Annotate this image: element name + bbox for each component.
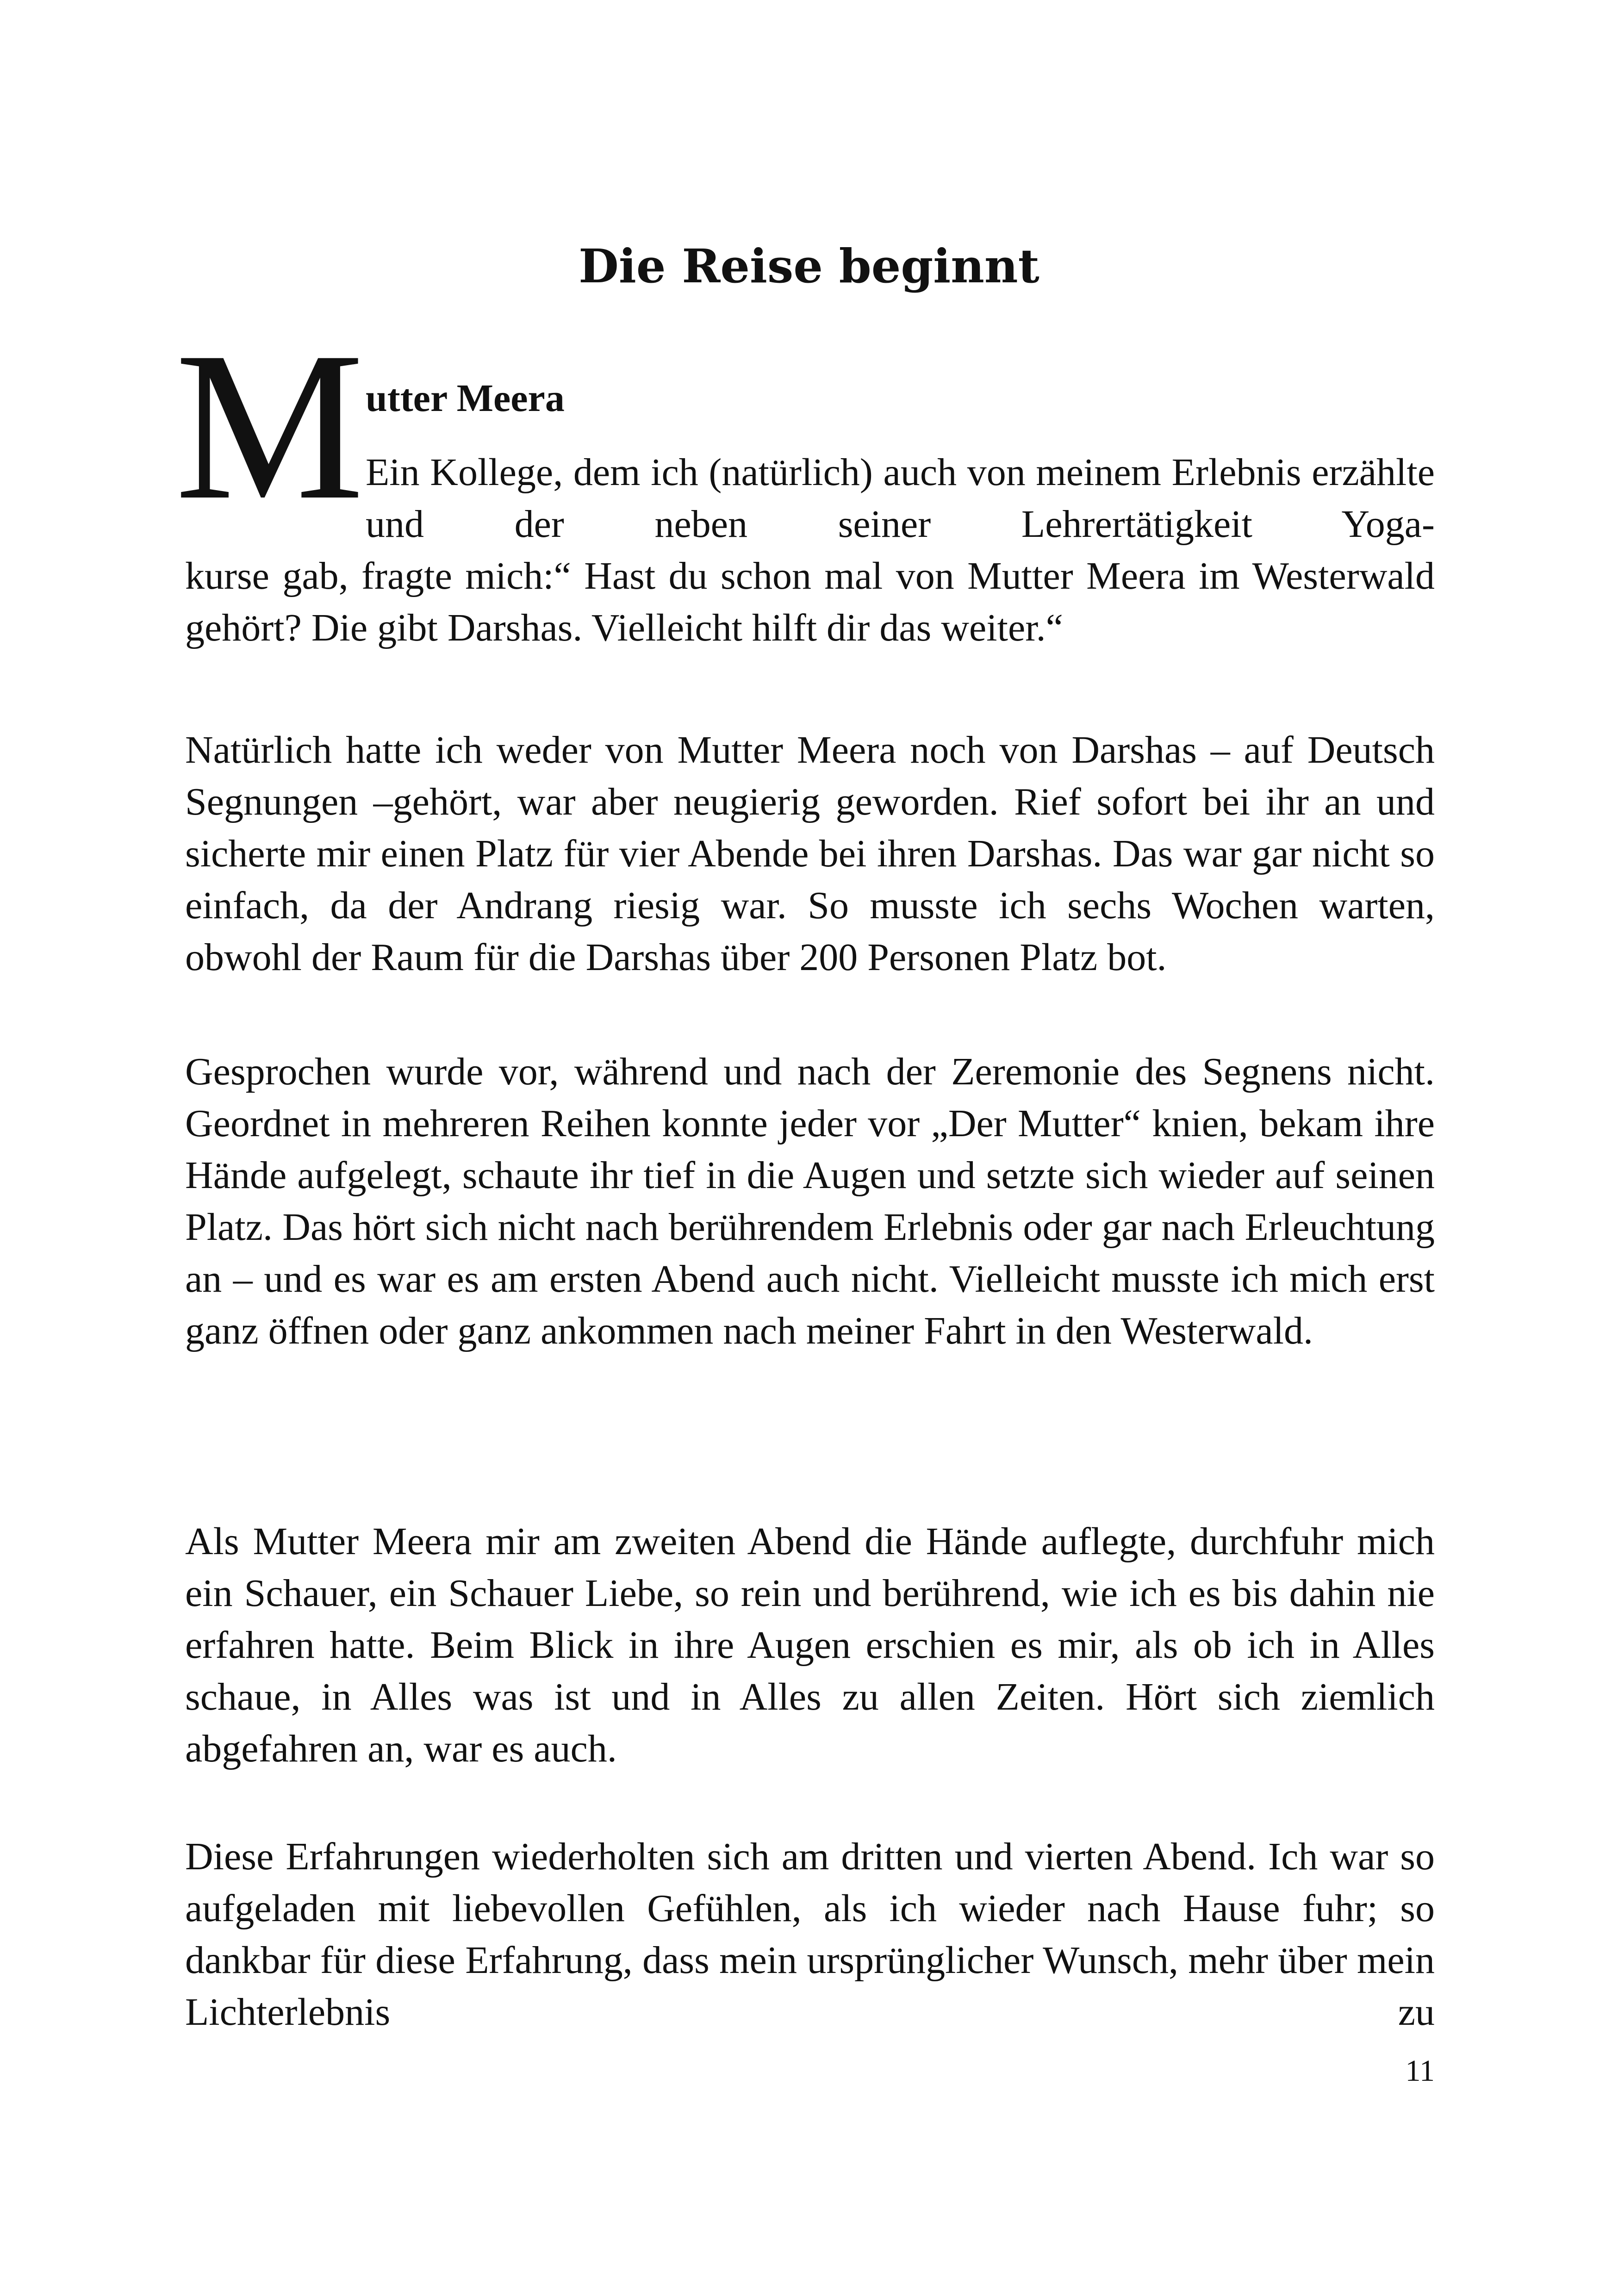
chapter-title: Die Reise beginnt [579, 239, 1039, 293]
paragraph-3: Als Mutter Meera mir am zweiten Abend die Hände auflegte, durchfuhr mich ein Schauer, ein Schauer Liebe, so rein und berührend, wie ich es bis dahin nie erfahren hatte. Beim Blick in ihre Augen erschien es mir, als ob ich in Alles schaue, in Alles was ist und in Alles zu allen Zeiten. Hört sich ziemlich abgefahren an, war es auch. [185, 1520, 1435, 1770]
intro-text-continued: kurse gab, fragte mich:“ Hast du schon mal von Mutter Meera im Westerwald gehört? Die gibt Darshas. Vielleicht hilft dir das weiter.“ [185, 554, 1435, 649]
paragraph-4: Diese Erfahrungen wiederholten sich am dritten und vierten Abend. Ich war so aufgeladen mit liebevollen Gefühlen, als ich wieder nach Hause fuhr; so dankbar für diese Erfahrung, dass mein ursprünglicher Wunsch, mehr über mein Lichterlebnis zu [185, 1835, 1435, 2034]
drop-cap: M [175, 308, 365, 544]
paragraph-2: Gesprochen wurde vor, während und nach der Zeremonie des Segnens nicht. Geordnet in mehreren Reihen konnte jeder vor „Der Mutter“ knien, bekam ihre Hände aufgelegt, schaute ihr tief in die Augen und setzte sich wieder auf seinen Platz. Das hört sich nicht nach berührendem Erlebnis oder gar nach Erleuchtung an – und es war es am ersten Abend auch nicht. Vielleicht musste ich mich erst ganz öffnen oder ganz ankommen nach meiner Fahrt in den Westerwald. [185, 1050, 1435, 1352]
page-number: 11 [1405, 2054, 1435, 2088]
intro-text-indented: Ein Kollege, dem ich (natürlich) auch von meinem Erlebnis erzählte und der neben seiner Lehrertätigkeit Yoga- [366, 451, 1435, 546]
paragraph-1: Natürlich hatte ich weder von Mutter Meera noch von Darshas – auf Deutsch Segnungen –gehört, war aber neugierig geworden. Rief sofort bei ihr an und sicherte mir einen Platz für vier Abende bei ihren Darshas. Das war gar nicht so einfach, da der Andrang riesig war. So musste ich sechs Wochen warten, obwohl der Raum für die Darshas über 200 Personen Platz bot. [185, 728, 1435, 979]
section-heading: utter Meera [366, 377, 565, 420]
